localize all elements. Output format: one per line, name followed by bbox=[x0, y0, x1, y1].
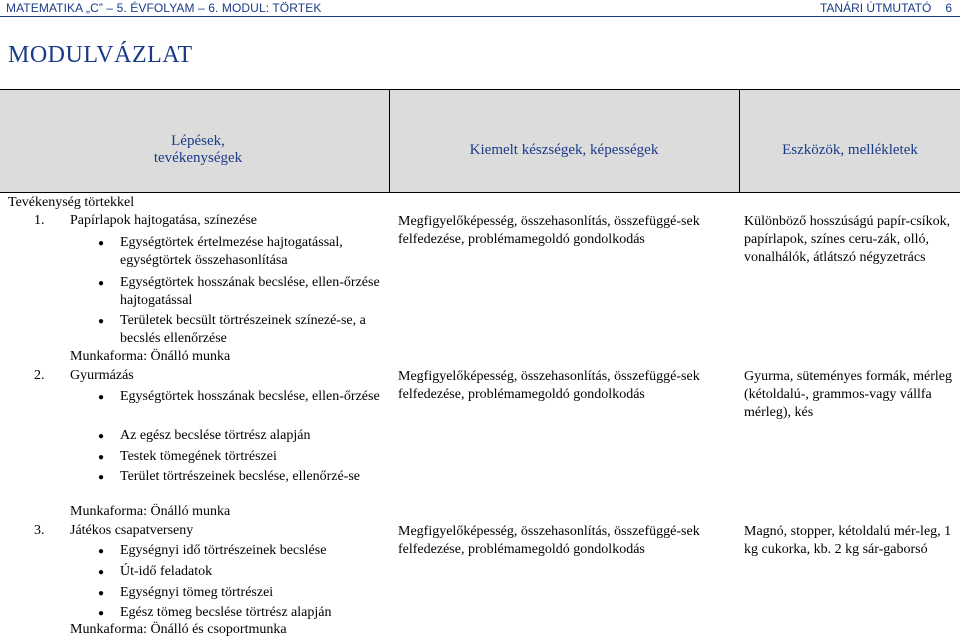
step-3-skills: Megfigyelőképesség, összehasonlítás, összefüggé-sek felfedezése, problémamegoldó gondolkodás bbox=[398, 524, 700, 557]
bullet-icon: ● bbox=[98, 431, 105, 442]
step-2-bullet-4: Terület törtrészeinek becslése, ellenőrzé-se bbox=[120, 469, 361, 484]
bullet-icon: ● bbox=[98, 608, 105, 619]
step-1-tools: Különböző hosszúságú papír-csíkok, papírlapok, színes ceru-zák, olló, vonalhálók, átlátszó négyzetrács bbox=[744, 214, 951, 265]
step-1-bullet-2: Egységtörtek hosszának becslése, ellen-őrzése hajtogatással bbox=[120, 275, 380, 308]
page-title: MODULVÁZLAT bbox=[8, 42, 193, 68]
step-3-tools: Magnó, stopper, kétoldalú mér-leg, 1 kg cukorka, kb. 2 kg sár-gaborsó bbox=[744, 524, 952, 557]
step-3-bullet-2: Út-idő feladatok bbox=[120, 564, 213, 579]
section-label: Tevékenység törtekkel bbox=[8, 195, 135, 210]
step-3-title: Játékos csapatverseny bbox=[70, 523, 194, 538]
bullet-icon: ● bbox=[98, 238, 105, 249]
bullet-icon: ● bbox=[98, 316, 105, 327]
header-guide-text: TANÁRI ÚTMUTATÓ bbox=[819, 1, 932, 15]
header-guide-label bbox=[820, 1, 952, 15]
bullet-icon: ● bbox=[98, 546, 105, 557]
step-3-bullet-1: Egységnyi idő törtrészeinek becslése bbox=[120, 543, 327, 558]
step-3-bullet-4: Egész tömeg becslése törtrész alapján bbox=[120, 605, 332, 620]
header-divider bbox=[0, 16, 960, 17]
step-2-tools: Gyurma, süteményes formák, mérleg (kétoldalú-, grammos-vagy vállfa mérleg), kés bbox=[744, 369, 952, 420]
step-1-bullet-1: Egységtörtek értelmezése hajtogatással, egységtörtek összehasonlítása bbox=[120, 235, 343, 268]
header-steps bbox=[8, 98, 388, 202]
step-3-number: 3. bbox=[34, 523, 45, 538]
page-header bbox=[0, 0, 960, 16]
step-2-bullet-3: Testek tömegének törtrészei bbox=[120, 449, 277, 464]
step-3-bullet-3: Egységnyi tömeg törtrészei bbox=[120, 585, 274, 600]
bullet-icon: ● bbox=[98, 567, 105, 578]
step-1-title: Papírlapok hajtogatása, színezése bbox=[70, 213, 257, 228]
page-number: 6 bbox=[945, 1, 952, 15]
col-divider-1 bbox=[389, 89, 390, 193]
step-2-number: 2. bbox=[34, 368, 45, 383]
header-tools: Eszközök, mellékletek bbox=[782, 141, 918, 158]
step-1-number: 1. bbox=[34, 213, 45, 228]
bullet-icon: ● bbox=[98, 392, 105, 403]
step-2-bullet-1: Egységtörtek hosszának becslése, ellen-őrzése bbox=[120, 389, 380, 404]
bullet-icon: ● bbox=[98, 278, 105, 289]
bullet-icon: ● bbox=[98, 472, 105, 483]
step-1-work-form: Munkaforma: Önálló munka bbox=[70, 349, 231, 364]
bullet-icon: ● bbox=[98, 588, 105, 599]
header-skills: Kiemelt készségek, képességek bbox=[469, 141, 659, 158]
header-course-title: MATEMATIKA „C” – 5. ÉVFOLYAM – 6. MODUL: TÖRTEK bbox=[6, 1, 322, 15]
module-outline-table bbox=[0, 89, 960, 639]
step-1-skills: Megfigyelőképesség, összehasonlítás, összefüggé-sek felfedezése, problémamegoldó gondolkodás bbox=[398, 214, 700, 247]
step-1-bullet-3: Területek becsült törtrészeinek színezé-se, a becslés ellenőrzése bbox=[120, 313, 366, 346]
step-2-bullet-2: Az egész becslése törtrész alapján bbox=[120, 428, 311, 443]
step-2-work-form: Munkaforma: Önálló munka bbox=[70, 504, 231, 519]
step-2-title: Gyurmázás bbox=[70, 368, 134, 383]
header-steps-text: Lépések, tevékenységek bbox=[153, 133, 243, 166]
table-header-row bbox=[0, 89, 960, 193]
col-divider-2 bbox=[739, 89, 740, 193]
step-3-work-form: Munkaforma: Önálló és csoportmunka bbox=[70, 622, 287, 637]
step-2-skills: Megfigyelőképesség, összehasonlítás, összefüggé-sek felfedezése, problémamegoldó gondolkodás bbox=[398, 369, 700, 402]
bullet-icon: ● bbox=[98, 452, 105, 463]
